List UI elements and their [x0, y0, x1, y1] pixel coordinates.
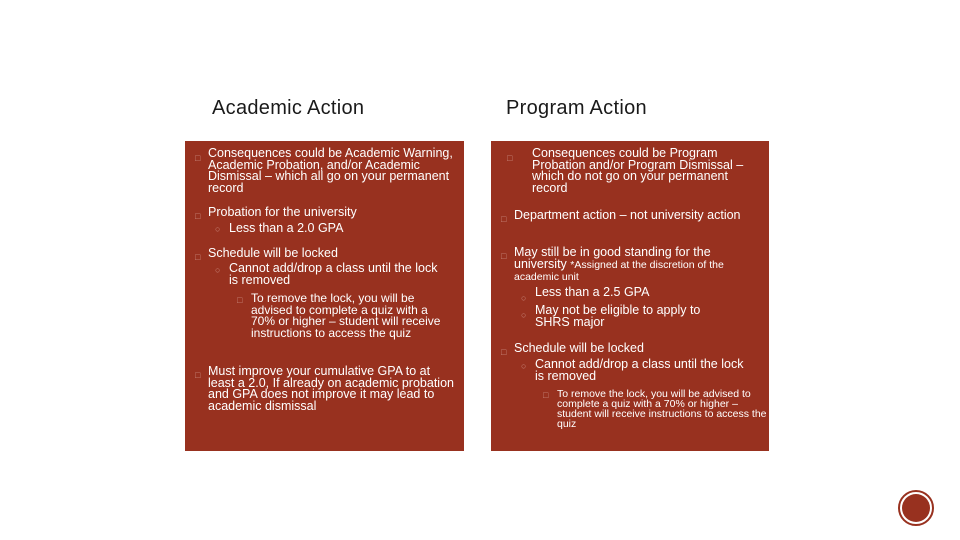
academic-consequences: Consequences could be Academic Warning, Academic Probation, and/or Academic Dismissal – which all go on your permanent record	[208, 146, 453, 195]
bullet-icon: □	[501, 251, 507, 261]
academic-improve-gpa: Must improve your cumulative GPA to at least a 2.0, If already on academic probation and GPA does not improve it may lead to academic dismissal	[208, 364, 454, 413]
program-schedule-locked: Schedule will be locked	[514, 341, 644, 355]
bullet-icon: □	[237, 295, 243, 305]
academic-probation: Probation for the university	[208, 205, 357, 219]
program-department-action: Department action – not university action	[514, 208, 741, 222]
bullet-icon: □	[195, 153, 201, 163]
academic-cannot-add-drop: Cannot add/drop a class until the lock is removed	[229, 261, 438, 287]
program-gpa: Less than a 2.5 GPA	[535, 285, 650, 299]
academic-schedule-locked: Schedule will be locked	[208, 246, 338, 260]
bullet-icon: ○	[521, 293, 527, 303]
program-good-standing: May still be in good standing for the university *Assigned at the discretion of the academic unit	[514, 245, 724, 283]
bullet-icon: □	[195, 252, 201, 262]
bullet-icon: ○	[215, 224, 221, 234]
academic-action-panel	[185, 141, 464, 451]
program-action-title: Program Action	[506, 97, 647, 119]
bullet-icon: ○	[215, 265, 221, 275]
bullet-icon: □	[501, 214, 507, 224]
bullet-icon: □	[543, 390, 549, 400]
bullet-icon: □	[507, 153, 513, 163]
program-shrs-major: May not be eligible to apply to SHRS major	[535, 303, 701, 329]
program-consequences: Consequences could be Program Probation and/or Program Dismissal – which do not go on your permanent record	[532, 146, 744, 195]
academic-action-title: Academic Action	[212, 97, 365, 119]
bullet-icon: ○	[521, 361, 527, 371]
slide-badge-icon	[898, 490, 934, 526]
bullet-icon: □	[501, 347, 507, 357]
academic-remove-lock: To remove the lock, you will be advised to complete a quiz with a 70% or higher – student will receive instructions to access the quiz	[251, 291, 441, 340]
academic-probation-gpa: Less than a 2.0 GPA	[229, 221, 344, 235]
bullet-icon: ○	[521, 310, 527, 320]
program-remove-lock: To remove the lock, you will be advised to complete a quiz with a 70% or higher – student will receive instructions to access the quiz	[557, 388, 767, 430]
bullet-icon: □	[195, 211, 201, 221]
badge-inner-circle	[902, 494, 930, 522]
bullet-icon: □	[195, 370, 201, 380]
program-cannot-add-drop: Cannot add/drop a class until the lock is removed	[535, 357, 744, 383]
program-action-panel	[491, 141, 769, 451]
